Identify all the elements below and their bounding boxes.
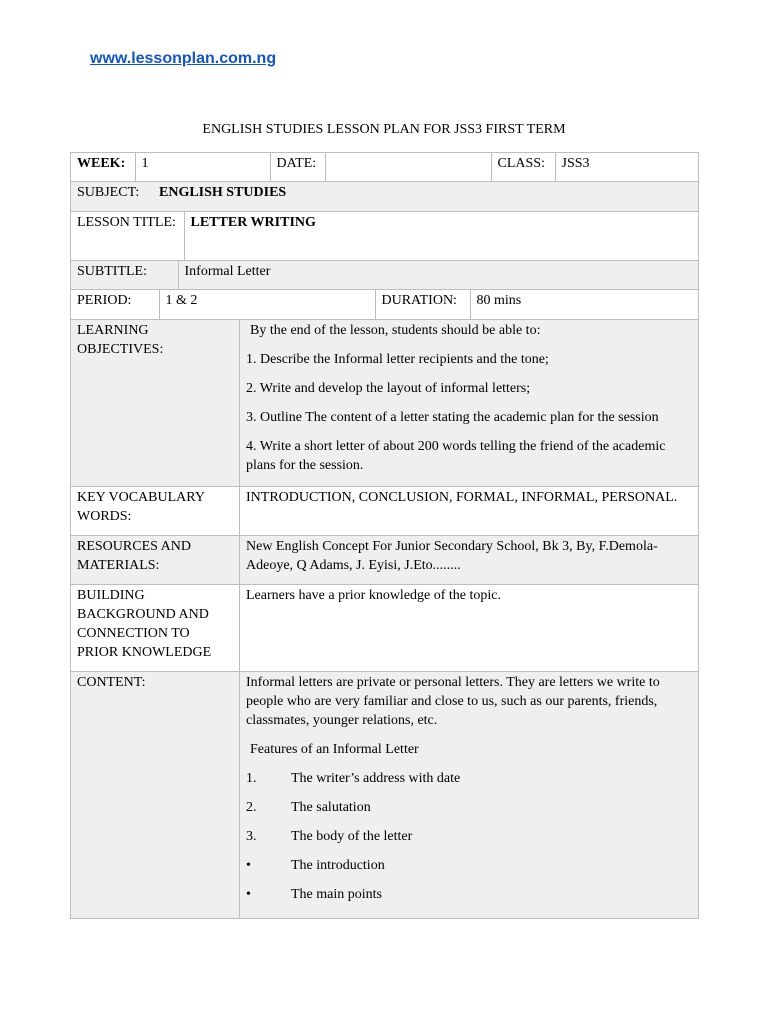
lesson-title-value: LETTER WRITING (190, 215, 316, 230)
subtitle-label: SUBTITLE: (71, 261, 178, 289)
list-item: 3. The body of the letter (246, 829, 413, 844)
list-item: 2. The salutation (246, 800, 371, 815)
features-heading: Features of an Informal Letter (250, 742, 419, 757)
week-value: 1 (135, 153, 270, 181)
content-paragraph: Informal letters are private or personal letters. They are letters we write to people who are very familiar and close to us, such as our parents, friends, classmates, younger relations, etc. (246, 675, 660, 728)
lesson-title-label: LESSON TITLE: (71, 212, 184, 260)
week-row (71, 153, 699, 182)
subject-label: SUBJECT: (71, 182, 153, 211)
vocabulary-row (71, 487, 699, 536)
duration-value: 80 mins (476, 293, 522, 308)
objectives-row (71, 320, 699, 487)
resources-row (71, 536, 699, 585)
website-link[interactable]: www.lessonplan.com.ng (90, 50, 277, 67)
list-item: 1. The writer’s address with date (246, 771, 461, 786)
objectives-intro: By the end of the lesson, students should be able to: (250, 323, 541, 338)
subject-row (71, 182, 699, 212)
period-row (71, 290, 699, 320)
class-label: CLASS: (491, 153, 555, 181)
date-value (325, 153, 491, 181)
objective-item: 4. Write a short letter of about 200 words telling the friend of the academic plans for the session. (246, 439, 666, 473)
subtitle-value: Informal Letter (178, 261, 698, 289)
objectives-label: LEARNING OBJECTIVES: (71, 320, 240, 487)
vocabulary-label: KEY VOCABULARY WORDS: (71, 487, 240, 536)
content-label: CONTENT: (71, 672, 240, 919)
subject-value: ENGLISH STUDIES (153, 182, 698, 211)
content-row (71, 672, 699, 919)
vocabulary-value: INTRODUCTION, CONCLUSION, FORMAL, INFORMAL, PERSONAL. (240, 487, 699, 536)
document-title: ENGLISH STUDIES LESSON PLAN FOR JSS3 FIRST TERM (202, 122, 566, 137)
objective-item: 2. Write and develop the layout of informal letters; (246, 381, 531, 396)
background-label: BUILDING BACKGROUND AND CONNECTION TO PRIOR KNOWLEDGE (71, 585, 240, 672)
content-body (240, 672, 699, 919)
lesson-plan-table (70, 152, 699, 919)
period-value: 1 & 2 (159, 290, 375, 319)
week-label: WEEK: (71, 153, 135, 181)
class-value: JSS3 (561, 156, 590, 171)
period-label: PERIOD: (71, 290, 159, 319)
duration-label: DURATION: (375, 290, 470, 319)
objectives-content (240, 320, 699, 487)
date-label: DATE: (270, 153, 325, 181)
lesson-title-row (71, 212, 699, 261)
list-item: • The introduction (246, 858, 385, 873)
objective-item: 3. Outline The content of a letter stating the academic plan for the session (246, 410, 659, 425)
subtitle-row (71, 261, 699, 290)
objective-item: 1. Describe the Informal letter recipients and the tone; (246, 352, 549, 367)
resources-label: RESOURCES AND MATERIALS: (71, 536, 240, 585)
background-row (71, 585, 699, 672)
resources-value: New English Concept For Junior Secondary School, Bk 3, By, F.Demola-Adeoye, Q Adams, J. Eyisi, J.Eto........ (240, 536, 699, 585)
background-value: Learners have a prior knowledge of the topic. (240, 585, 699, 672)
list-item: • The main points (246, 887, 382, 902)
